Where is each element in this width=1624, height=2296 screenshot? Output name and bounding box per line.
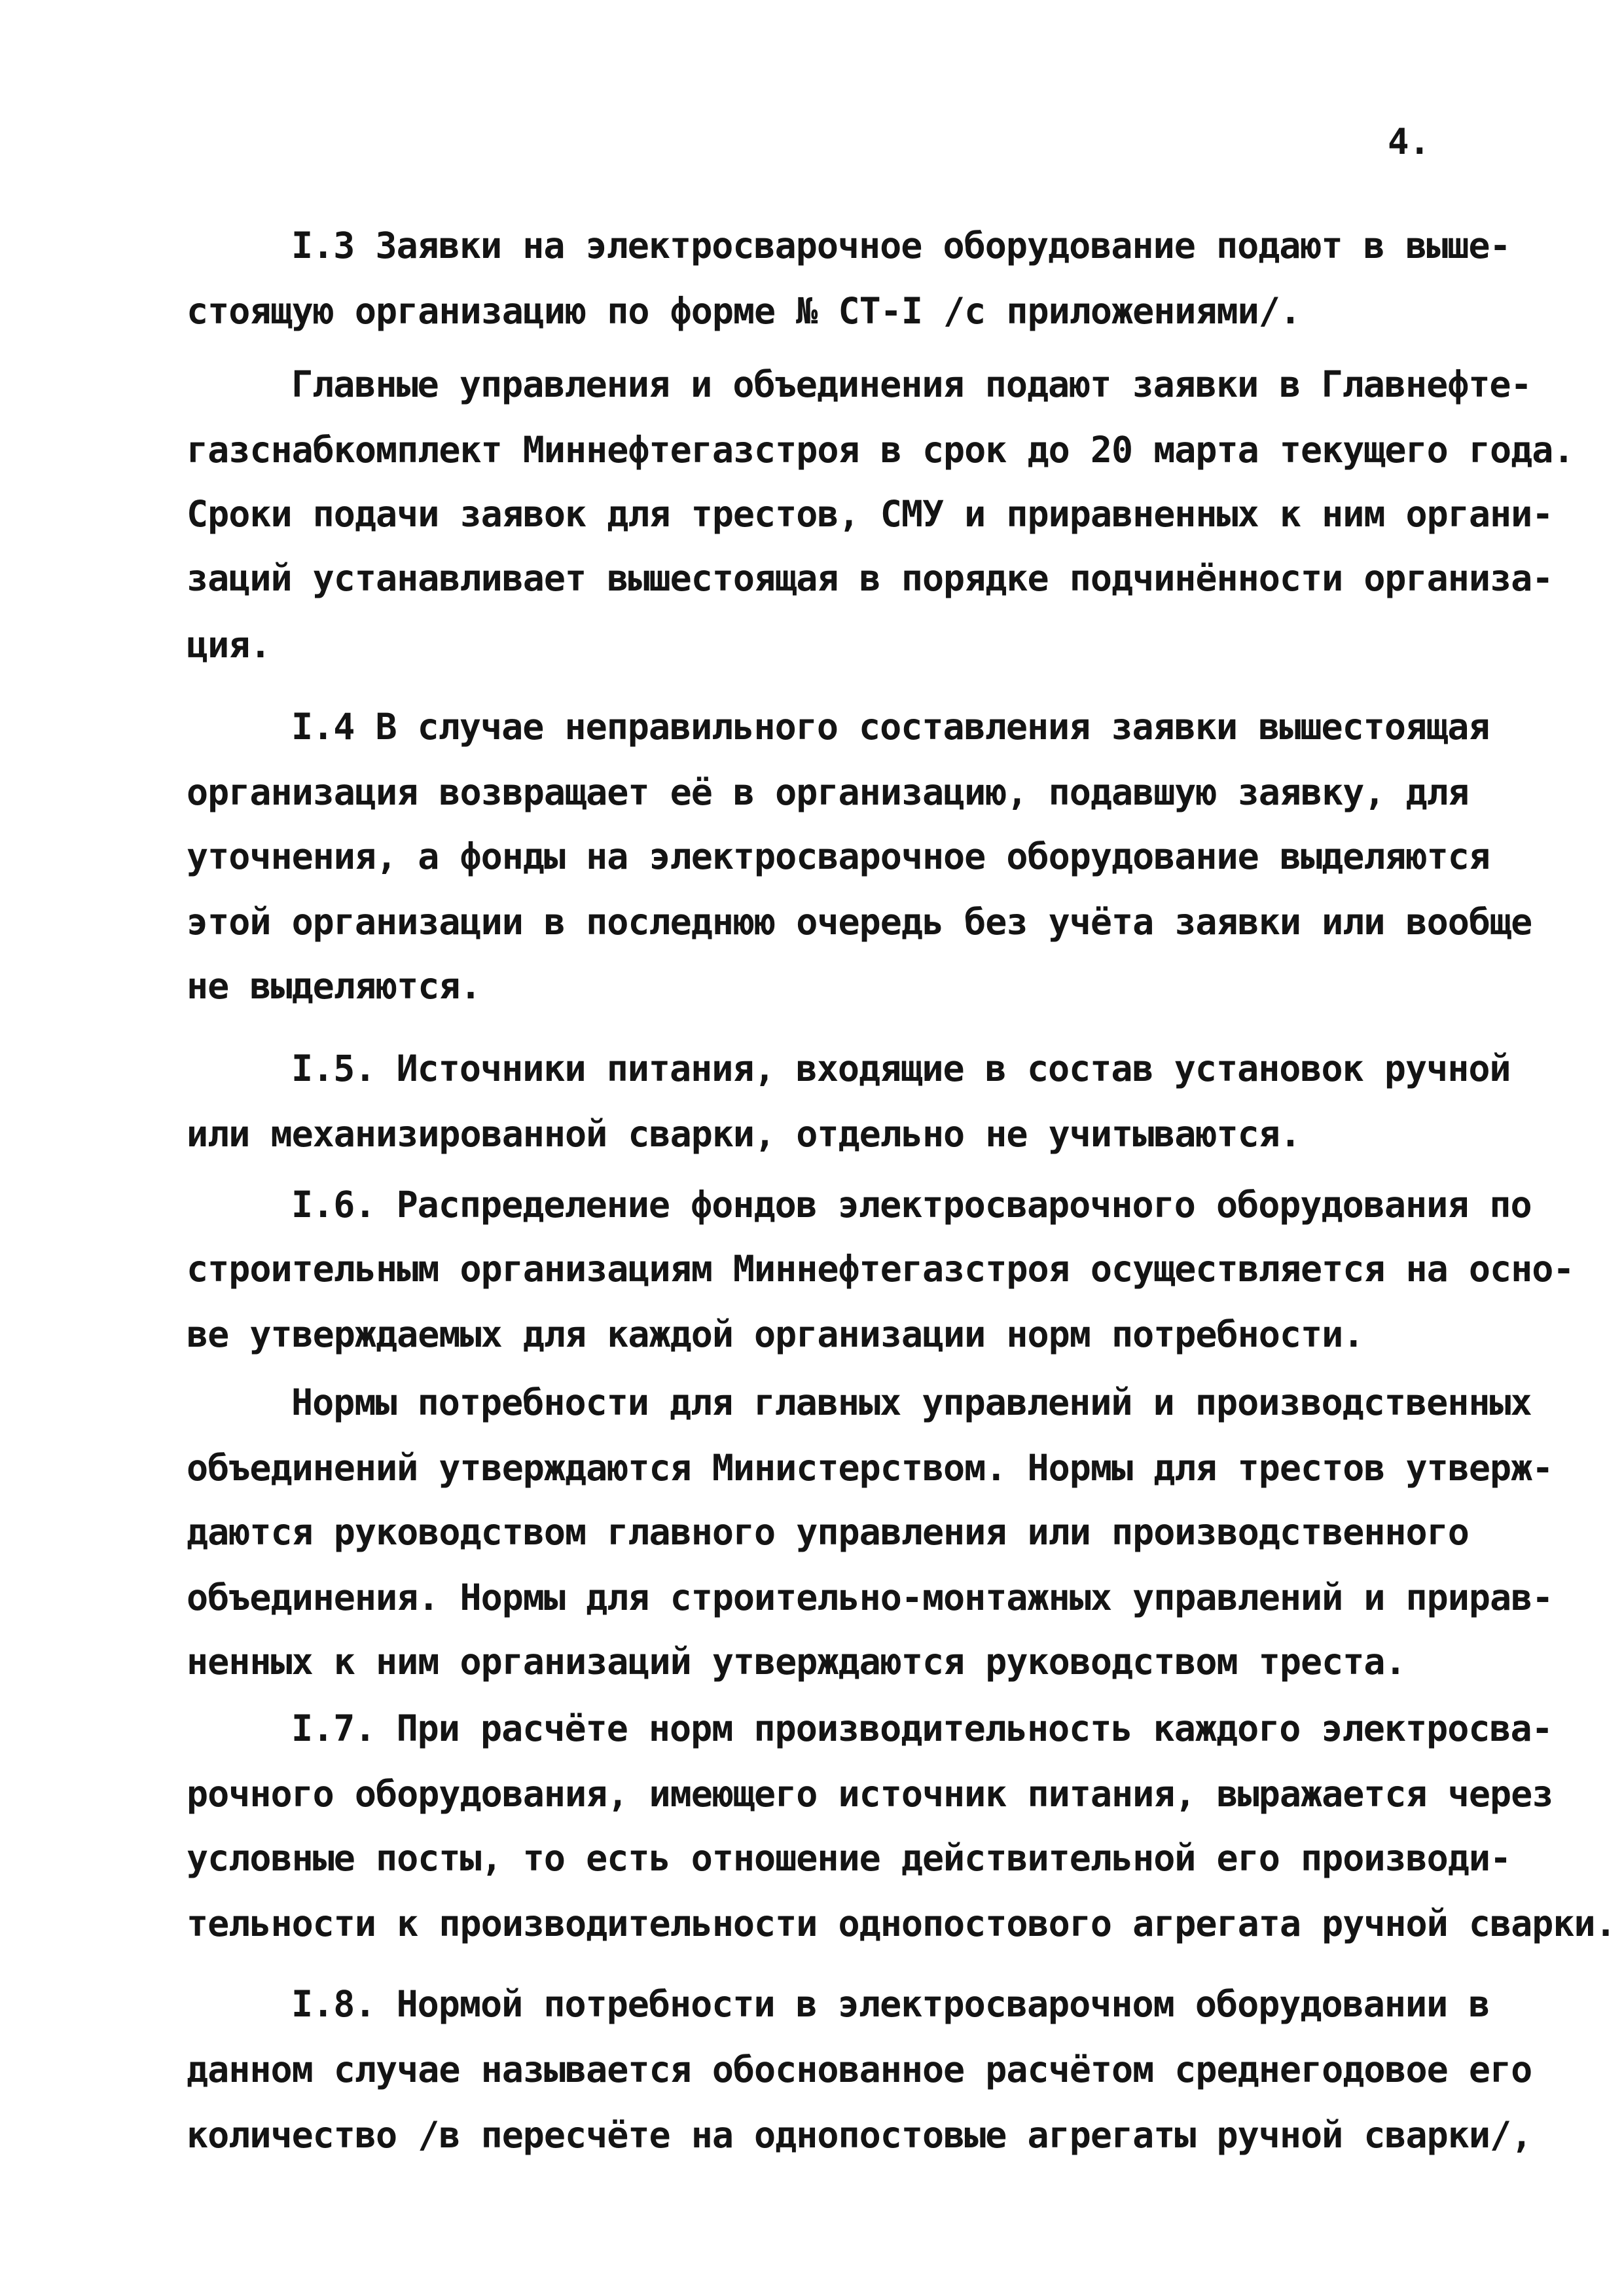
paragraph-1-4-line-3: уточнения, а фонды на электросварочное оборудование выделяются (187, 835, 1490, 877)
paragraph-1-5-line-2: или механизированной сварки, отдельно не учитываются. (187, 1113, 1301, 1155)
page-number: 4. (1388, 121, 1431, 162)
paragraph-1-8-line-1: I.8. Нормой потребности в электросварочном оборудовании в (291, 1983, 1490, 2025)
paragraph-1-6b-line-1: Нормы потребности для главных управлений и производственных (291, 1381, 1532, 1423)
paragraph-1-3b-line-5: ция. (187, 624, 271, 666)
paragraph-1-7-line-1: I.7. При расчёте норм производительность каждого электросва- (291, 1707, 1553, 1749)
paragraph-1-6-line-3: ве утверждаемых для каждой организации норм потребности. (187, 1313, 1364, 1355)
paragraph-1-6-line-1: I.6. Распределение фондов электросварочного оборудования по (291, 1184, 1532, 1226)
paragraph-1-6b-line-4: объединения. Нормы для строительно-монтажных управлений и прирав- (187, 1576, 1553, 1618)
paragraph-1-4-line-4: этой организации в последнюю очередь без учёта заявки или вообще (187, 901, 1532, 943)
paragraph-1-6-line-2: строительным организациям Миннефтегазстроя осуществляется на осно- (187, 1248, 1574, 1290)
paragraph-1-4-line-5: не выделяются. (187, 965, 481, 1007)
paragraph-1-5-line-1: I.5. Источники питания, входящие в состав установок ручной (291, 1048, 1511, 1089)
paragraph-1-4-line-1: I.4 В случае неправильного составления заявки вышестоящая (291, 706, 1490, 748)
paragraph-1-4-line-2: организация возвращает её в организацию, подавшую заявку, для (187, 771, 1469, 813)
paragraph-1-8-line-2: данном случае называется обоснованное расчётом среднегодовое его (187, 2049, 1532, 2090)
paragraph-1-3-line-2: стоящую организацию по форме № СТ-I /с приложениями/. (187, 290, 1301, 332)
paragraph-1-7-line-2: рочного оборудования, имеющего источник питания, выражается через (187, 1773, 1553, 1815)
paragraph-1-3b-line-1: Главные управления и объединения подают заявки в Главнефте- (291, 363, 1532, 405)
paragraph-1-3b-line-4: заций устанавливает вышестоящая в порядке подчинённости организа- (187, 557, 1553, 599)
paragraph-1-3b-line-3: Сроки подачи заявок для трестов, СМУ и приравненных к ним органи- (187, 493, 1553, 535)
paragraph-1-7-line-4: тельности к производительности однопостового агрегата ручной сварки. (187, 1903, 1616, 1944)
paragraph-1-8-line-3: количество /в пересчёте на однопостовые агрегаты ручной сварки/, (187, 2114, 1532, 2156)
paragraph-1-6b-line-2: объединений утверждаются Министерством. Нормы для трестов утверж- (187, 1447, 1553, 1489)
paragraph-1-3-line-1: I.3 Заявки на электросварочное оборудование подают в выше- (291, 225, 1511, 266)
paragraph-1-6b-line-5: ненных к ним организаций утверждаются руководством треста. (187, 1641, 1406, 1683)
paragraph-1-3b-line-2: газснабкомплект Миннефтегазстроя в срок до 20 марта текущего года. (187, 429, 1574, 471)
paragraph-1-7-line-3: условные посты, то есть отношение действительной его производи- (187, 1837, 1511, 1879)
paragraph-1-6b-line-3: даются руководством главного управления или производственного (187, 1511, 1469, 1553)
